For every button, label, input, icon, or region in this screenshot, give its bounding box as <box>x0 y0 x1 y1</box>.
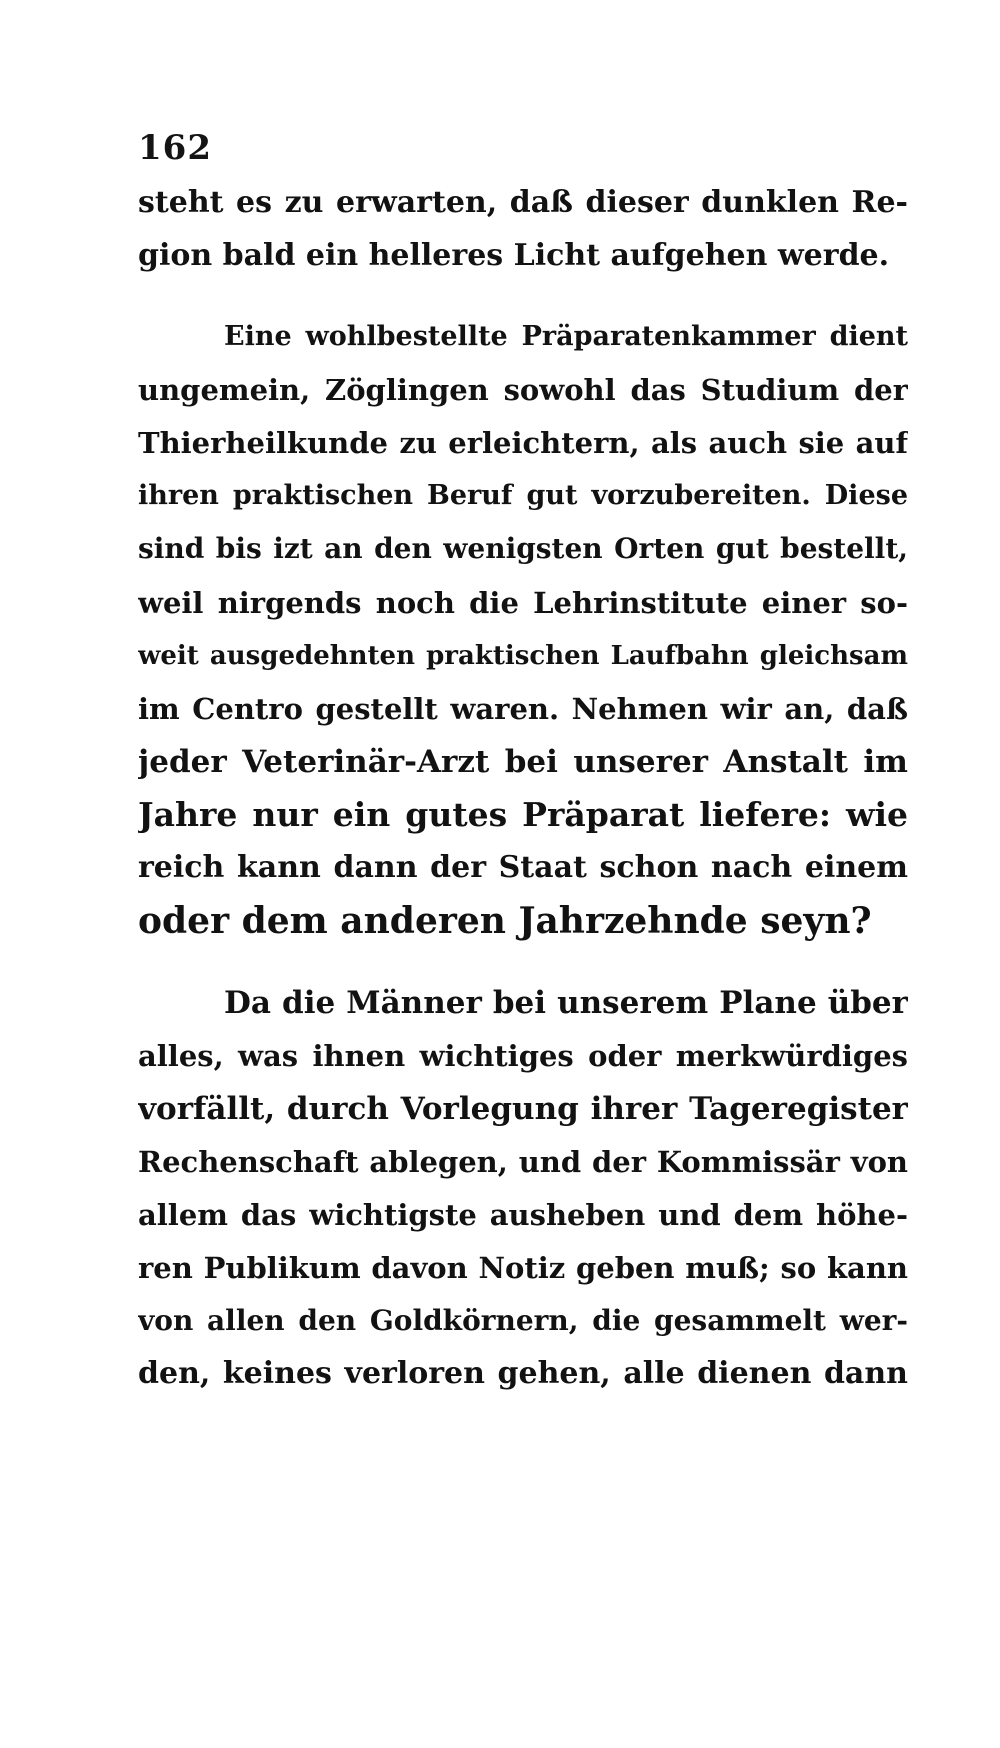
text-line: ren Publikum davon Notiz geben muß; so kann <box>138 1251 908 1285</box>
text-line: jeder Veterinär-Arzt bei unserer Anstalt im <box>138 744 908 780</box>
text-line: oder dem anderen Jahrzehnde seyn? <box>138 900 872 942</box>
text-line: sind bis izt an den wenigsten Orten gut bestellt, <box>138 532 908 565</box>
text-line: allem das wichtigste ausheben und dem höhe- <box>138 1198 908 1232</box>
text-line: Jahre nur ein gutes Präparat liefere: wie <box>138 795 908 834</box>
text-line: gion bald ein helleres Licht aufgehen werde. <box>138 238 890 273</box>
text-line: im Centro gestellt waren. Nehmen wir an, daß <box>138 692 908 726</box>
text-line: Thierheilkunde zu erleichtern, als auch sie auf <box>138 426 908 460</box>
page-number: 162 <box>138 128 212 168</box>
text-line: Rechenschaft ablegen, und der Kommissär von <box>138 1145 908 1179</box>
text-line: von allen den Goldkörnern, die gesammelt wer- <box>138 1304 908 1337</box>
text-line: reich kann dann der Staat schon nach einem <box>138 850 908 885</box>
text-line: ihren praktischen Beruf gut vorzubereiten. Diese <box>138 480 908 511</box>
text-line: ungemein, Zöglingen sowohl das Studium der <box>138 373 908 407</box>
text-line: Da die Männer bei unserem Plane über <box>224 985 908 1021</box>
text-line: weit ausgedehnten praktischen Laufbahn gleichsam <box>138 641 908 671</box>
text-line: alles, was ihnen wichtiges oder merkwürdiges <box>138 1039 908 1073</box>
text-line: steht es zu erwarten, daß dieser dunklen Re- <box>138 185 908 220</box>
text-line: Eine wohlbestellte Präparatenkammer dient <box>224 321 908 352</box>
text-line: vorfällt, durch Vorlegung ihrer Tageregister <box>138 1091 908 1127</box>
text-line: weil nirgends noch die Lehrinstitute einer so- <box>138 586 908 620</box>
text-line: den, keines verloren gehen, alle dienen dann <box>138 1356 908 1391</box>
